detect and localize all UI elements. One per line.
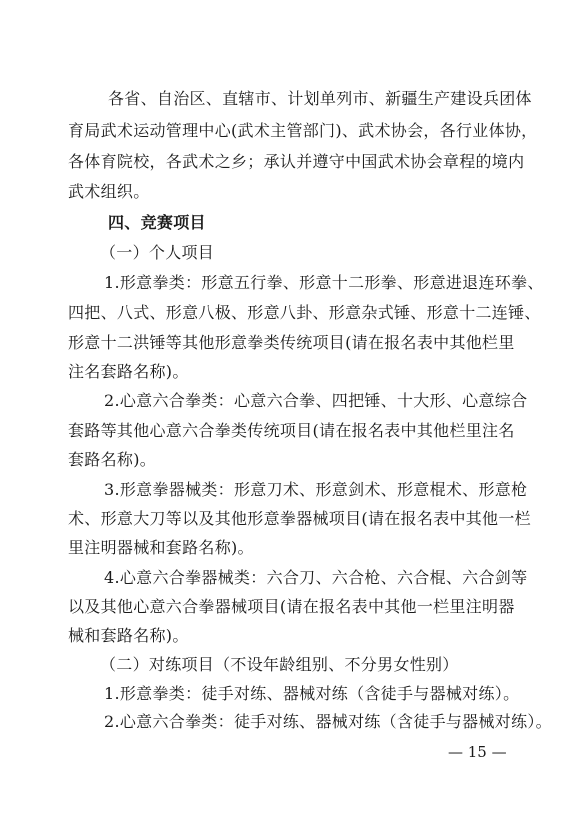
paragraph-line: 术、形意大刀等以及其他形意拳器械项目(请在报名表中其他一栏 bbox=[68, 509, 531, 528]
paragraph-line: 2.心意六合拳类：心意六合拳、四把锤、十大形、心意综合 bbox=[104, 391, 528, 410]
paragraph-line: 3.形意拳器械类：形意刀术、形意剑术、形意棍术、形意枪 bbox=[104, 480, 528, 499]
subsection-heading: （一）个人项目 bbox=[100, 243, 215, 262]
paragraph-line: 武术组织。 bbox=[68, 182, 150, 201]
section-heading: 四、竞赛项目 bbox=[108, 213, 206, 232]
paragraph-line: 四把、八式、形意八极、形意八卦、形意杂式锤、形意十二连锤、 bbox=[68, 303, 541, 322]
paragraph-line: 以及其他心意六合拳器械项目(请在报名表中其他一栏里注明器 bbox=[68, 597, 515, 616]
page-number: — 15 — bbox=[448, 743, 507, 761]
paragraph-line: 1.形意拳类：徒手对练、器械对练（含徒手与器械对练）。 bbox=[104, 684, 520, 703]
paragraph-line: 形意十二洪锤等其他形意拳类传统项目(请在报名表中其他栏里 bbox=[68, 333, 515, 352]
paragraph-line: 各体育院校，各武术之乡；承认并遵守中国武术协会章程的境内 bbox=[68, 152, 525, 171]
paragraph-line: 育局武术运动管理中心(武术主管部门)、武术协会，各行业体协， bbox=[68, 121, 538, 140]
paragraph-line: 2.心意六合拳类：徒手对练、器械对练（含徒手与器械对练）。 bbox=[104, 712, 552, 731]
subsection-heading: （二）对练项目（不设年龄组别、不分男女性别） bbox=[100, 655, 459, 674]
paragraph-line: 里注明器械和套路名称)。 bbox=[68, 538, 254, 557]
paragraph-line: 1.形意拳类：形意五行拳、形意十二形拳、形意进退连环拳、 bbox=[104, 273, 544, 292]
paragraph-line: 套路等其他心意六合拳类传统项目(请在报名表中其他栏里注名 bbox=[68, 421, 515, 440]
paragraph-line: 注名套路名称)。 bbox=[68, 362, 189, 381]
paragraph-line: 4.心意六合拳器械类：六合刀、六合枪、六合棍、六合剑等 bbox=[104, 568, 528, 587]
paragraph-line: 套路名称)。 bbox=[68, 450, 157, 469]
paragraph-line: 械和套路名称)。 bbox=[68, 626, 189, 645]
paragraph-line: 各省、自治区、直辖市、计划单列市、新疆生产建设兵团体 bbox=[108, 89, 532, 108]
